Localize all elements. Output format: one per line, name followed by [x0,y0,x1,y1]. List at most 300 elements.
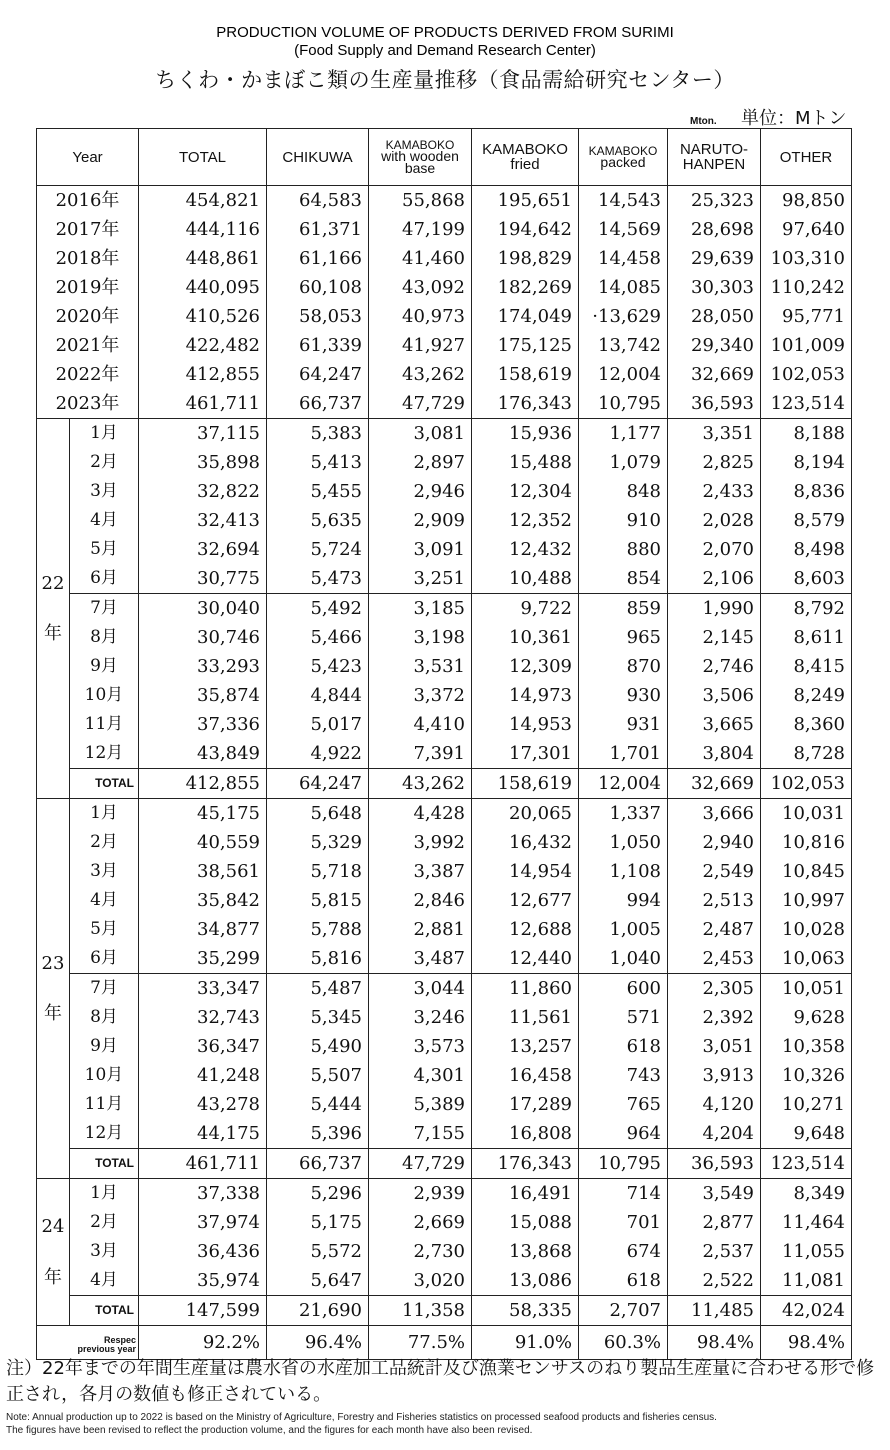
cell-naruto-hanpen: 28,698 [668,215,761,244]
cell-total: 40,559 [139,828,267,857]
cell-kamaboko-fried: 17,301 [472,739,579,769]
cell-kamaboko-fried: 13,868 [472,1237,579,1266]
cell-naruto-hanpen: 32,669 [668,360,761,389]
cell-kamaboko-wooden: 4,428 [369,799,472,829]
cell-total: 36,436 [139,1237,267,1266]
cell-kamaboko-wooden: 2,669 [369,1208,472,1237]
cell-total: 38,561 [139,857,267,886]
group-year-suffix: 年 [44,623,62,645]
cell-kamaboko-fried: 11,561 [472,1003,579,1032]
cell-kamaboko-packed: 14,458 [579,244,668,273]
cell-total: 35,898 [139,448,267,477]
header-naruto-line1: NARUTO- [679,141,749,158]
header-kamaboko-fried-line2: fried [510,156,540,173]
table-row [37,477,852,506]
row-month-label: 11月 [70,710,139,739]
cell-kamaboko-packed: 765 [579,1090,668,1119]
cell-kamaboko-wooden: 4,410 [369,710,472,739]
header-kamaboko-fried [472,129,579,186]
note-english-line1: Note: Annual production up to 2022 is based on the Ministry of Agriculture, Forestry and Fisheries statistics on processed seafood products and fisheries census. [6,1412,717,1423]
header-naruto-line2: HANPEN [682,156,746,173]
table-row [37,244,852,273]
cell-kamaboko-packed: 1,079 [579,448,668,477]
cell-kamaboko-packed: 931 [579,710,668,739]
row-total-label: TOTAL [70,1149,139,1179]
cell-respect-kamaboko-packed: 60.3% [579,1326,668,1360]
cell-total: 43,849 [139,739,267,769]
cell-kamaboko-packed: 13,742 [579,331,668,360]
cell-other: 102,053 [761,769,852,799]
cell-other: 8,836 [761,477,852,506]
header-kamaboko-wooden-line3: base [404,159,436,176]
cell-other: 8,194 [761,448,852,477]
cell-total: 35,842 [139,886,267,915]
cell-total: 30,040 [139,594,267,624]
cell-other: 8,349 [761,1179,852,1209]
group-year-suffix: 年 [44,1266,62,1288]
cell-chikuwa: 5,444 [267,1090,369,1119]
cell-kamaboko-fried: 11,860 [472,974,579,1004]
table-row [37,215,852,244]
table-row [37,360,852,389]
group-year-suffix: 年 [44,1003,62,1025]
header-kamaboko-wooden-line1: KAMABOKO [385,137,455,152]
cell-chikuwa: 61,371 [267,215,369,244]
cell-kamaboko-fried: 194,642 [472,215,579,244]
cell-kamaboko-wooden: 40,973 [369,302,472,331]
cell-kamaboko-packed: 1,005 [579,915,668,944]
cell-kamaboko-wooden: 7,391 [369,739,472,769]
row-month-label: 1月 [70,419,139,449]
cell-respect-kamaboko-fried: 91.0% [472,1326,579,1360]
cell-total: 412,855 [139,769,267,799]
cell-other: 42,024 [761,1296,852,1326]
row-year-label: 2017年 [37,215,139,244]
cell-naruto-hanpen: 3,051 [668,1032,761,1061]
cell-chikuwa: 21,690 [267,1296,369,1326]
title-english: PRODUCTION VOLUME OF PRODUCTS DERIVED FROM SURIMI [216,24,674,41]
cell-kamaboko-fried: 12,440 [472,944,579,974]
cell-respect-chikuwa: 96.4% [267,1326,369,1360]
cell-kamaboko-packed: 1,108 [579,857,668,886]
cell-kamaboko-wooden: 43,262 [369,769,472,799]
cell-kamaboko-packed: 880 [579,535,668,564]
table-row [37,974,852,1004]
cell-kamaboko-packed: 12,004 [579,360,668,389]
cell-kamaboko-wooden: 3,044 [369,974,472,1004]
cell-naruto-hanpen: 11,485 [668,1296,761,1326]
row-month-label: 7月 [70,594,139,624]
cell-kamaboko-packed: 14,085 [579,273,668,302]
group-year-number: 22 [41,572,65,594]
cell-kamaboko-wooden: 3,198 [369,623,472,652]
cell-other: 8,188 [761,419,852,449]
cell-naruto-hanpen: 2,522 [668,1266,761,1296]
cell-chikuwa: 5,455 [267,477,369,506]
cell-naruto-hanpen: 2,453 [668,944,761,974]
row-total-label: TOTAL [70,1296,139,1326]
cell-kamaboko-packed: 674 [579,1237,668,1266]
cell-kamaboko-wooden: 3,992 [369,828,472,857]
cell-kamaboko-wooden: 3,372 [369,681,472,710]
cell-kamaboko-fried: 14,953 [472,710,579,739]
cell-chikuwa: 5,345 [267,1003,369,1032]
row-month-label: 1月 [70,1179,139,1209]
cell-kamaboko-fried: 12,432 [472,535,579,564]
cell-kamaboko-packed: 930 [579,681,668,710]
cell-kamaboko-fried: 16,458 [472,1061,579,1090]
respect-previous-year-label [37,1326,139,1360]
table-row [37,535,852,564]
cell-kamaboko-packed: 854 [579,564,668,594]
cell-kamaboko-wooden: 43,262 [369,360,472,389]
cell-naruto-hanpen: 3,804 [668,739,761,769]
cell-kamaboko-fried: 158,619 [472,360,579,389]
cell-total: 35,874 [139,681,267,710]
cell-total: 412,855 [139,360,267,389]
cell-kamaboko-packed: 964 [579,1119,668,1149]
cell-kamaboko-packed: 10,795 [579,1149,668,1179]
table-row [37,419,852,449]
cell-chikuwa: 5,296 [267,1179,369,1209]
cell-other: 9,648 [761,1119,852,1149]
cell-chikuwa: 66,737 [267,1149,369,1179]
cell-chikuwa: 4,844 [267,681,369,710]
cell-naruto-hanpen: 2,825 [668,448,761,477]
cell-naruto-hanpen: 2,877 [668,1208,761,1237]
cell-naruto-hanpen: 2,305 [668,974,761,1004]
cell-kamaboko-fried: 13,257 [472,1032,579,1061]
cell-kamaboko-wooden: 41,460 [369,244,472,273]
subtitle-english: (Food Supply and Demand Research Center) [294,42,596,59]
cell-kamaboko-fried: 16,808 [472,1119,579,1149]
cell-naruto-hanpen: 2,940 [668,828,761,857]
cell-kamaboko-packed: 1,337 [579,799,668,829]
cell-other: 97,640 [761,215,852,244]
cell-chikuwa: 5,572 [267,1237,369,1266]
note-japanese: 注）22年までの年間生産量は農水省の水産加工品統計及び漁業センサスのねり製品生産量に合わせる形で修正され，各月の数値も修正されている。 [6,1358,875,1405]
row-month-label: 12月 [70,1119,139,1149]
table-row [37,710,852,739]
row-month-label: 2月 [70,1208,139,1237]
table-row [37,1090,852,1119]
table-row [37,857,852,886]
cell-chikuwa: 61,166 [267,244,369,273]
cell-kamaboko-wooden: 2,730 [369,1237,472,1266]
cell-other: 102,053 [761,360,852,389]
cell-kamaboko-fried: 198,829 [472,244,579,273]
cell-naruto-hanpen: 2,070 [668,535,761,564]
note-english [6,1411,886,1437]
cell-other: 8,611 [761,623,852,652]
header-kamaboko-packed-line2: packed [600,153,646,170]
row-year-label: 2018年 [37,244,139,273]
cell-chikuwa: 58,053 [267,302,369,331]
row-month-label: 2月 [70,448,139,477]
cell-other: 8,360 [761,710,852,739]
row-year-label: 2019年 [37,273,139,302]
header-year: Year [37,129,139,186]
cell-kamaboko-wooden: 2,897 [369,448,472,477]
cell-kamaboko-packed: 10,795 [579,389,668,419]
table-row [37,828,852,857]
cell-kamaboko-fried: 176,343 [472,1149,579,1179]
cell-kamaboko-packed: ·13,629 [579,302,668,331]
cell-other: 10,816 [761,828,852,857]
cell-kamaboko-wooden: 2,846 [369,886,472,915]
cell-chikuwa: 66,737 [267,389,369,419]
row-month-label: 4月 [70,1266,139,1296]
group-year-label [37,419,70,799]
table-row [37,1208,852,1237]
cell-naruto-hanpen: 2,549 [668,857,761,886]
cell-kamaboko-wooden: 43,092 [369,273,472,302]
cell-kamaboko-wooden: 3,081 [369,419,472,449]
cell-kamaboko-fried: 13,086 [472,1266,579,1296]
header-total: TOTAL [139,129,267,186]
cell-kamaboko-wooden: 11,358 [369,1296,472,1326]
cell-kamaboko-fried: 14,973 [472,681,579,710]
cell-naruto-hanpen: 2,487 [668,915,761,944]
cell-kamaboko-packed: 618 [579,1266,668,1296]
header-naruto-hanpen [668,129,761,186]
cell-naruto-hanpen: 3,665 [668,710,761,739]
cell-kamaboko-wooden: 41,927 [369,331,472,360]
cell-naruto-hanpen: 3,666 [668,799,761,829]
table-row [37,506,852,535]
cell-kamaboko-fried: 16,491 [472,1179,579,1209]
cell-chikuwa: 5,396 [267,1119,369,1149]
cell-kamaboko-packed: 1,701 [579,739,668,769]
row-year-label: 2022年 [37,360,139,389]
cell-naruto-hanpen: 32,669 [668,769,761,799]
cell-other: 110,242 [761,273,852,302]
cell-naruto-hanpen: 3,506 [668,681,761,710]
cell-other: 8,579 [761,506,852,535]
cell-chikuwa: 5,487 [267,974,369,1004]
production-table [36,128,852,1360]
cell-naruto-hanpen: 2,433 [668,477,761,506]
table-row [37,302,852,331]
cell-other: 10,028 [761,915,852,944]
cell-chikuwa: 4,922 [267,739,369,769]
table-row [37,389,852,419]
cell-kamaboko-fried: 195,651 [472,186,579,216]
cell-other: 8,603 [761,564,852,594]
cell-other: 8,792 [761,594,852,624]
row-month-label: 6月 [70,564,139,594]
table-row [37,652,852,681]
cell-naruto-hanpen: 2,106 [668,564,761,594]
cell-total: 422,482 [139,331,267,360]
row-month-label: 9月 [70,1032,139,1061]
cell-kamaboko-fried: 14,954 [472,857,579,886]
cell-kamaboko-fried: 16,432 [472,828,579,857]
cell-total: 35,974 [139,1266,267,1296]
table-row [37,331,852,360]
cell-naruto-hanpen: 2,392 [668,1003,761,1032]
cell-kamaboko-wooden: 47,199 [369,215,472,244]
row-month-label: 3月 [70,1237,139,1266]
table-row [37,886,852,915]
table-row [37,448,852,477]
cell-total: 147,599 [139,1296,267,1326]
header-other: OTHER [761,129,852,186]
cell-kamaboko-fried: 10,361 [472,623,579,652]
cell-total: 44,175 [139,1119,267,1149]
cell-total: 454,821 [139,186,267,216]
table-row [37,681,852,710]
cell-other: 11,055 [761,1237,852,1266]
cell-naruto-hanpen: 3,549 [668,1179,761,1209]
cell-naruto-hanpen: 29,639 [668,244,761,273]
cell-naruto-hanpen: 4,204 [668,1119,761,1149]
cell-kamaboko-fried: 20,065 [472,799,579,829]
title-japanese: ちくわ・かまぼこ類の生産量推移（食品需給研究センター） [155,68,735,92]
table-row [37,1266,852,1296]
cell-other: 95,771 [761,302,852,331]
row-year-label: 2023年 [37,389,139,419]
cell-total: 444,116 [139,215,267,244]
cell-kamaboko-packed: 14,543 [579,186,668,216]
cell-chikuwa: 5,466 [267,623,369,652]
cell-chikuwa: 5,329 [267,828,369,857]
row-month-label: 8月 [70,1003,139,1032]
table-row [37,1061,852,1090]
cell-kamaboko-packed: 1,040 [579,944,668,974]
row-month-label: 12月 [70,739,139,769]
cell-other: 10,271 [761,1090,852,1119]
cell-chikuwa: 5,473 [267,564,369,594]
cell-total: 461,711 [139,1149,267,1179]
cell-kamaboko-wooden: 7,155 [369,1119,472,1149]
table-row [37,186,852,216]
unit-label-english: Mton. [690,116,717,127]
table-row [37,1179,852,1209]
row-month-label: 3月 [70,857,139,886]
cell-total: 30,775 [139,564,267,594]
cell-kamaboko-wooden: 47,729 [369,389,472,419]
cell-other: 8,415 [761,652,852,681]
cell-total: 32,743 [139,1003,267,1032]
cell-chikuwa: 5,648 [267,799,369,829]
cell-naruto-hanpen: 36,593 [668,389,761,419]
cell-total: 41,248 [139,1061,267,1090]
cell-chikuwa: 5,724 [267,535,369,564]
cell-other: 10,031 [761,799,852,829]
table-row [37,1237,852,1266]
row-month-label: 7月 [70,974,139,1004]
cell-naruto-hanpen: 3,351 [668,419,761,449]
cell-kamaboko-fried: 9,722 [472,594,579,624]
cell-kamaboko-fried: 176,343 [472,389,579,419]
cell-chikuwa: 5,635 [267,506,369,535]
cell-respect-naruto-hanpen: 98.4% [668,1326,761,1360]
cell-total: 37,115 [139,419,267,449]
cell-total: 410,526 [139,302,267,331]
cell-naruto-hanpen: 2,513 [668,886,761,915]
cell-other: 123,514 [761,389,852,419]
cell-naruto-hanpen: 29,340 [668,331,761,360]
cell-naruto-hanpen: 1,990 [668,594,761,624]
row-month-label: 10月 [70,1061,139,1090]
row-month-label: 4月 [70,506,139,535]
cell-other: 101,009 [761,331,852,360]
header-kamaboko-packed [579,129,668,186]
cell-chikuwa: 5,490 [267,1032,369,1061]
cell-other: 98,850 [761,186,852,216]
respect-label-line1: Respec [103,1334,136,1345]
cell-naruto-hanpen: 25,323 [668,186,761,216]
total-row [37,769,852,799]
row-month-label: 11月 [70,1090,139,1119]
cell-other: 123,514 [761,1149,852,1179]
cell-chikuwa: 5,788 [267,915,369,944]
row-month-label: 5月 [70,535,139,564]
cell-other: 10,358 [761,1032,852,1061]
cell-total: 37,336 [139,710,267,739]
cell-total: 45,175 [139,799,267,829]
cell-kamaboko-wooden: 3,246 [369,1003,472,1032]
cell-kamaboko-wooden: 55,868 [369,186,472,216]
cell-kamaboko-packed: 714 [579,1179,668,1209]
cell-naruto-hanpen: 2,746 [668,652,761,681]
row-month-label: 9月 [70,652,139,681]
row-year-label: 2020年 [37,302,139,331]
table-row [37,273,852,302]
cell-kamaboko-packed: 1,177 [579,419,668,449]
cell-kamaboko-wooden: 4,301 [369,1061,472,1090]
cell-kamaboko-fried: 158,619 [472,769,579,799]
cell-kamaboko-fried: 12,352 [472,506,579,535]
cell-kamaboko-packed: 994 [579,886,668,915]
cell-naruto-hanpen: 2,537 [668,1237,761,1266]
cell-respect-other: 98.4% [761,1326,852,1360]
cell-total: 37,338 [139,1179,267,1209]
cell-kamaboko-wooden: 2,909 [369,506,472,535]
cell-other: 10,845 [761,857,852,886]
table-row [37,915,852,944]
cell-chikuwa: 5,718 [267,857,369,886]
cell-kamaboko-packed: 910 [579,506,668,535]
row-month-label: 10月 [70,681,139,710]
cell-kamaboko-packed: 1,050 [579,828,668,857]
table-row [37,1119,852,1149]
cell-kamaboko-fried: 12,304 [472,477,579,506]
cell-total: 33,347 [139,974,267,1004]
cell-kamaboko-fried: 15,936 [472,419,579,449]
cell-naruto-hanpen: 4,120 [668,1090,761,1119]
cell-kamaboko-packed: 600 [579,974,668,1004]
cell-kamaboko-packed: 848 [579,477,668,506]
cell-other: 10,051 [761,974,852,1004]
cell-chikuwa: 64,247 [267,769,369,799]
cell-kamaboko-wooden: 3,020 [369,1266,472,1296]
cell-kamaboko-fried: 58,335 [472,1296,579,1326]
cell-chikuwa: 5,815 [267,886,369,915]
cell-total: 461,711 [139,389,267,419]
cell-other: 8,728 [761,739,852,769]
cell-total: 30,746 [139,623,267,652]
cell-kamaboko-wooden: 3,487 [369,944,472,974]
table-row [37,739,852,769]
row-total-label: TOTAL [70,769,139,799]
cell-kamaboko-fried: 182,269 [472,273,579,302]
cell-chikuwa: 5,816 [267,944,369,974]
cell-kamaboko-fried: 15,488 [472,448,579,477]
cell-naruto-hanpen: 2,028 [668,506,761,535]
total-row [37,1296,852,1326]
